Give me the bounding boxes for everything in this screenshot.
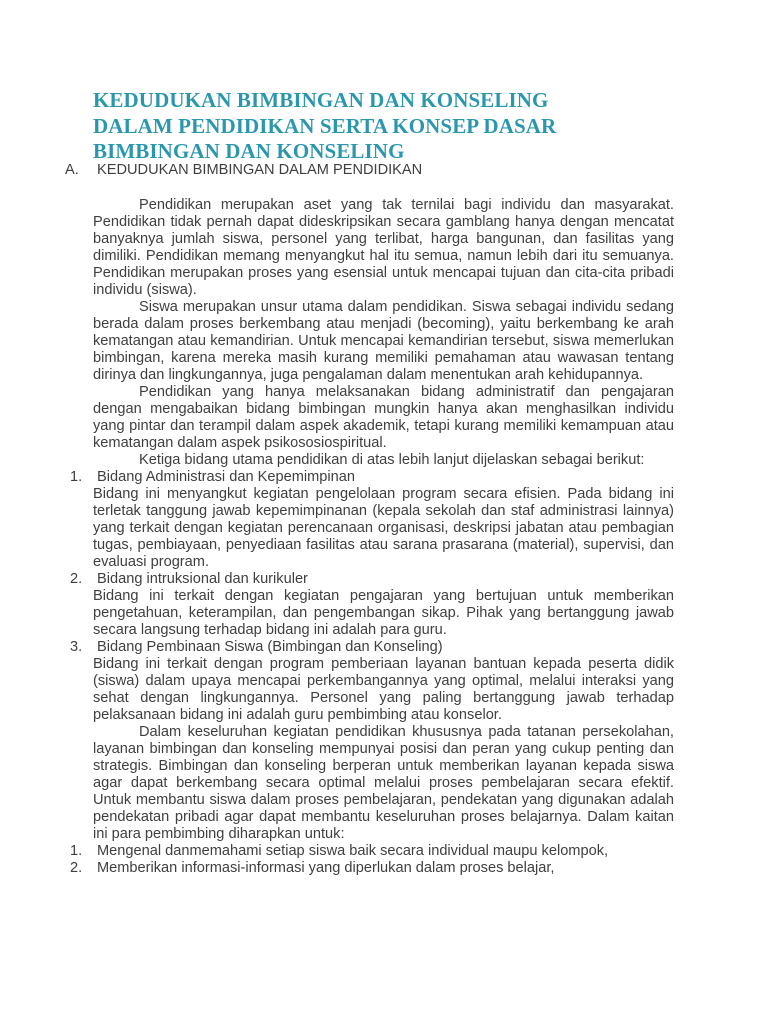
- list-item-description: Bidang ini menyangkut kegiatan pengelolaan program secara efisien. Pada bidang ini terletak tanggung jawab kepemimpinanan (kepala sekolah dan staf administrasi lainnya) yang terkait dengan kegiatan perencanaan organisasi, deskripsi jabatan atau pembagian tugas, pembiayaan, penyediaan fasilitas atau sarana prasarana (material), supervisi, dan evaluasi program.: [93, 486, 674, 570]
- title-line: KEDUDUKAN BIMBINGAN DAN KONSELING: [93, 88, 549, 112]
- list-item: [0, 571, 768, 588]
- document-title: [93, 88, 693, 165]
- list-item-text: Memberikan informasi-informasi yang diperlukan dalam proses belajar,: [97, 860, 555, 876]
- list-item-title: Bidang Pembinaan Siswa (Bimbingan dan Konseling): [97, 639, 443, 655]
- list-item-text: Mengenal danmemahami setiap siswa baik secara individual maupu kelompok,: [97, 843, 609, 859]
- list-number: 2.: [70, 571, 83, 587]
- list-item-description: Bidang ini terkait dengan program pemberiaan layanan bantuan kepada peserta didik (siswa) dalam upaya mencapai perkembangannya yang optimal, melalui interaksi yang sehat dengan lingkungannya. Personel yang paling bertanggung jawab terhadap pelaksanaan bidang ini adalah guru pembimbing atau konselor.: [93, 656, 674, 723]
- list-item: [0, 843, 768, 860]
- section-heading: [0, 162, 768, 179]
- paragraph: Pendidikan yang hanya melaksanakan bidang administratif dan pengajaran dengan mengabaikan bidang bimbingan mungkin hanya akan menghasilkan individu yang pintar dan terampil dalam aspek akademik, tetapi kurang memiliki kemampuan atau kematangan dalam aspek psikososiospiritual.: [93, 384, 674, 451]
- document-body: [0, 162, 768, 877]
- list-item: [0, 469, 768, 486]
- list-item-title: Bidang Administrasi dan Kepemimpinan: [97, 469, 355, 485]
- list-item-title: Bidang intruksional dan kurikuler: [97, 571, 308, 587]
- list-number: 1.: [70, 469, 83, 485]
- paragraph: Pendidikan merupakan aset yang tak ternilai bagi individu dan masyarakat. Pendidikan tidak pernah dapat dideskripsikan secara gamblang hanya dengan mencatat banyaknya jumlah siswa, personel yang terlibat, harga bangunan, dan fasilitas yang dimiliki. Pendidikan memang menyangkut hal itu semua, namun lebih dari itu semuanya. Pendidikan merupakan proses yang esensial untuk mencapai tujuan dan cita-cita pribadi individu (siswa).: [93, 197, 674, 298]
- paragraph: Siswa merupakan unsur utama dalam pendidikan. Siswa sebagai individu sedang berada dalam proses berkembang atau menjadi (becoming), yaitu berkembang ke arah kematangan atau kemandirian. Untuk mencapai kemandirian tersebut, siswa memerlukan bimbingan, karena mereka masih kurang memiliki pemahaman atau wawasan tentang dirinya dan lingkungannya, juga pengalaman dalam menentukan arah kehidupannya.: [93, 299, 674, 383]
- list-item: [0, 860, 768, 877]
- title-line: BIMBINGAN DAN KONSELING: [93, 139, 405, 163]
- section-letter: A.: [65, 162, 79, 178]
- list-number: 3.: [70, 639, 83, 655]
- list-item-description: Bidang ini terkait dengan kegiatan pengajaran yang bertujuan untuk memberikan pengetahuan, keterampilan, dan pengembangan sikap. Pihak yang bertanggung jawab secara langsung terhadap bidang ini adalah para guru.: [93, 588, 674, 638]
- paragraph: Ketiga bidang utama pendidikan di atas lebih lanjut dijelaskan sebagai berikut:: [139, 452, 645, 468]
- section-heading-text: KEDUDUKAN BIMBINGAN DALAM PENDIDIKAN: [97, 162, 423, 178]
- list-number: 2.: [70, 860, 83, 876]
- list-item: [0, 639, 768, 656]
- paragraph: Dalam keseluruhan kegiatan pendidikan khususnya pada tatanan persekolahan, layanan bimbingan dan konseling mempunyai posisi dan peran yang cukup penting dan strategis. Bimbingan dan konseling berperan untuk memberikan layanan kepada siswa agar dapat berkembang secara optimal melalui proses pembelajaran secara efektif. Untuk membantu siswa dalam proses pembelajaran, pendekatan yang digunakan adalah pendekatan pribadi agar dapat membantu keseluruhan proses belajarnya. Dalam kaitan ini para pembimbing diharapkan untuk:: [93, 724, 674, 842]
- title-line: DALAM PENDIDIKAN SERTA KONSEP DASAR: [93, 113, 557, 138]
- list-number: 1.: [70, 843, 83, 859]
